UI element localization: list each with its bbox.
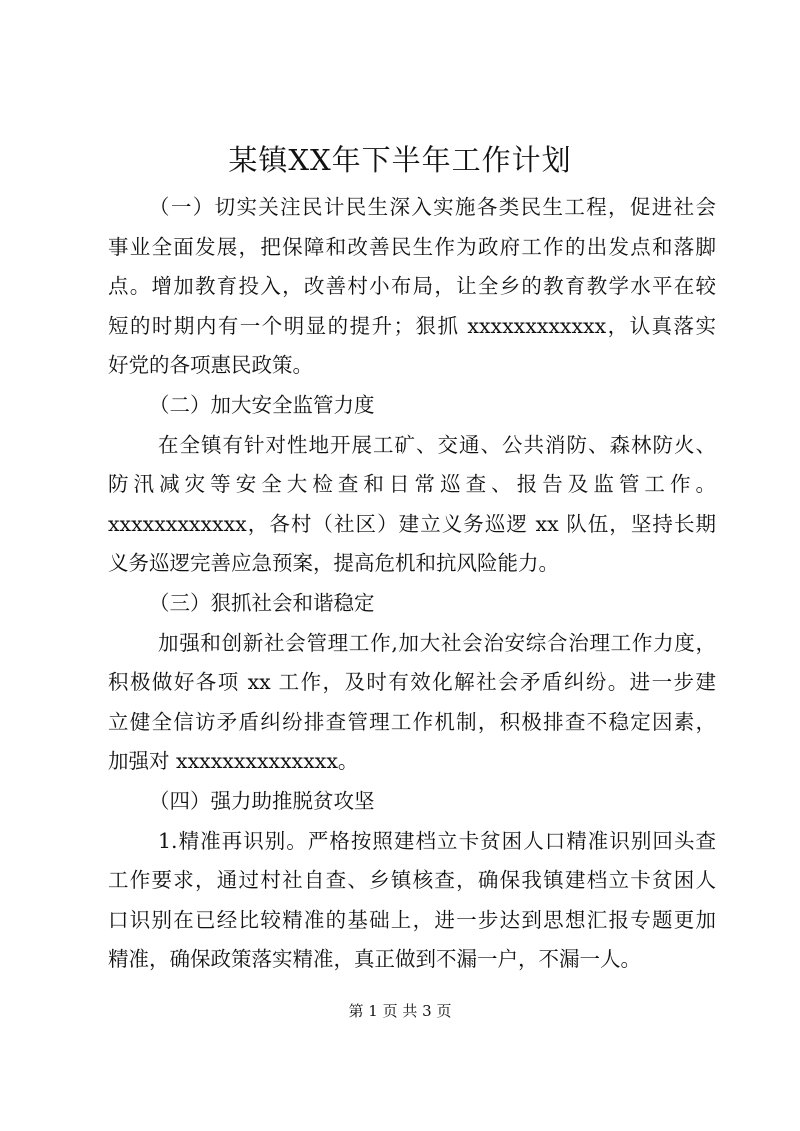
text-line: 防汛减灾等安全大检查和日常巡查、报告及监管工作。 — [108, 472, 716, 497]
text-line: 工作要求，通过村社自查、乡镇核查，确保我镇建档立卡贫困人 — [108, 868, 716, 893]
text-line: 1.精准再识别。严格按照建档立卡贫困人口精准识别回头查 — [158, 828, 716, 853]
text-line: 事业全面发展，把保障和改善民生作为政府工作的出发点和落脚 — [108, 234, 716, 259]
text-line: 精准，确保政策落实精准，真正做到不漏一户，不漏一人。 — [108, 947, 641, 972]
text-line: （二）加大安全监管力度 — [149, 392, 375, 417]
text-line: 立健全信访矛盾纠纷排查管理工作机制，积极排查不稳定因素， — [108, 709, 716, 734]
text-line: 在全镇有针对性地开展工矿、交通、公共消防、森林防火、 — [158, 432, 716, 457]
document-title: 某镇XX年下半年工作计划 — [228, 143, 572, 177]
text-line: （四）强力助推脱贫攻坚 — [149, 788, 375, 813]
text-line: 口识别在已经比较精准的基础上，进一步达到思想汇报专题更加 — [108, 907, 716, 932]
text-line: 好党的各项惠民政策。 — [108, 353, 313, 378]
text-line: 义务巡逻完善应急预案，提高危机和抗风险能力。 — [108, 551, 559, 576]
text-line: 点。增加教育投入，改善村小布局，让全乡的教育教学水平在较 — [108, 274, 716, 299]
text-line: xxxxxxxxxxxx，各村（社区）建立义务巡逻 xx 队伍，坚持长期 — [108, 511, 716, 536]
document-body — [108, 188, 716, 980]
text-line: 加强和创新社会管理工作,加大社会治安综合治理工作力度， — [158, 630, 716, 655]
text-line: 积极做好各项 xx 工作，及时有效化解社会矛盾纠纷。进一步建 — [108, 670, 716, 695]
text-line: （三）狠抓社会和谐稳定 — [149, 590, 375, 615]
text-line: 短的时期内有一个明显的提升；狠抓 xxxxxxxxxxxx，认真落实 — [108, 313, 716, 338]
text-line: 加强对 xxxxxxxxxxxxxx。 — [108, 749, 359, 774]
page-footer: 第 1 页 共 3 页 — [348, 1002, 452, 1020]
text-line: （一）切实关注民计民生深入实施各类民生工程，促进社会 — [149, 195, 716, 219]
